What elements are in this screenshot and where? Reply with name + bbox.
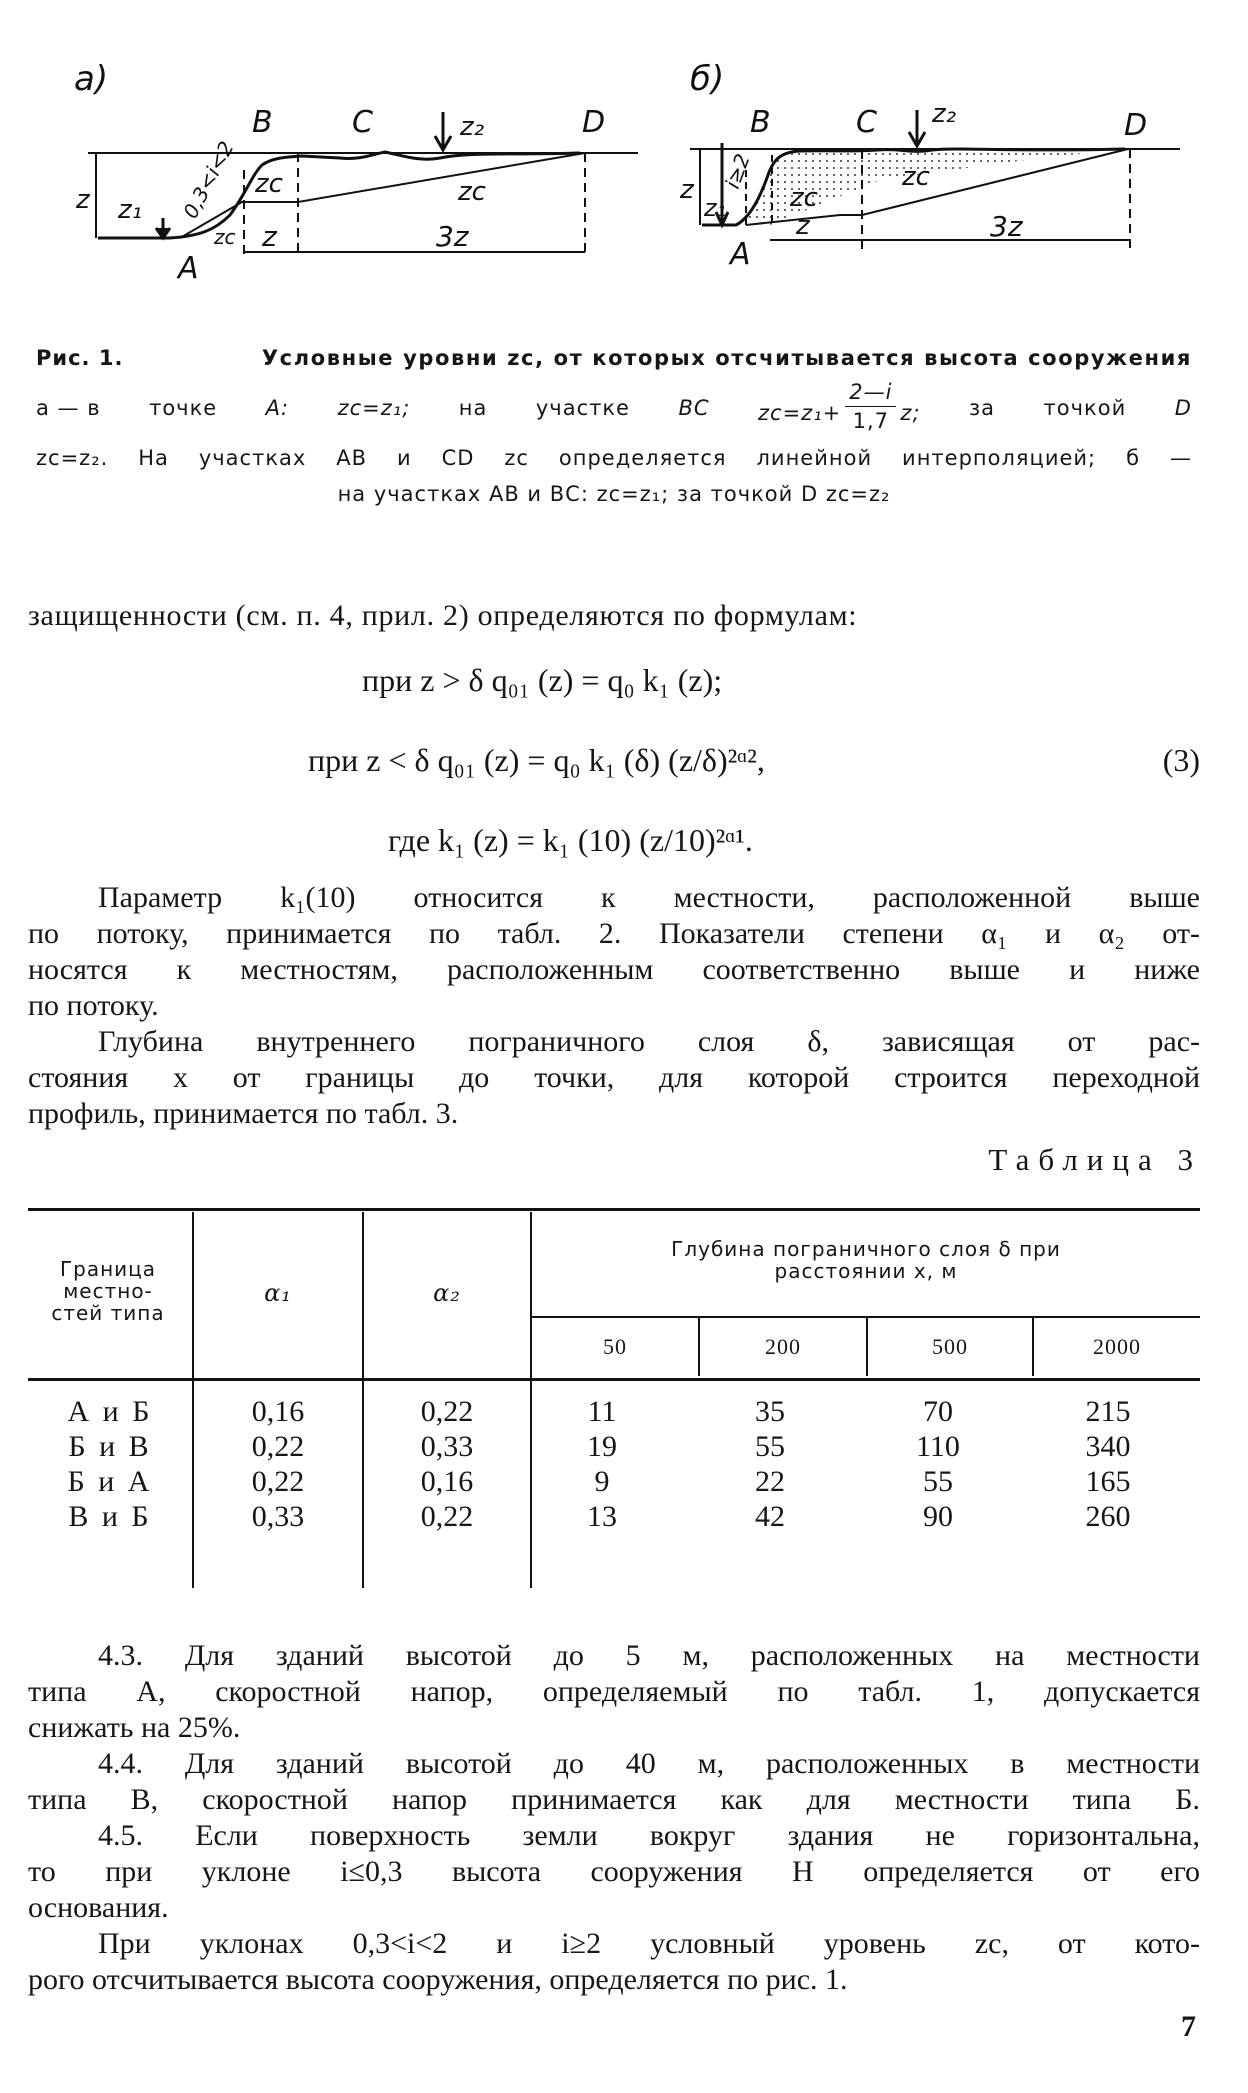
fig-a-slope: 0,3<i<2 — [178, 137, 239, 223]
caption-title: Условные уровни zc, от которых отсчитывается высота сооружения — [261, 346, 1192, 370]
formula-1: при z > δ q₀₁ (z) = q₀ k₁ (z); — [362, 662, 723, 698]
paragraph-line: снижать на 25%. — [28, 1711, 241, 1744]
table-cell-depth: 22 — [755, 1465, 785, 1498]
table-cell-depth: 110 — [916, 1430, 960, 1463]
table-cell-alpha: 0,22 — [251, 1430, 305, 1463]
paragraph-line: 4.3. Для зданий высотой до 5 м, расположенных на местности — [98, 1639, 1200, 1672]
paragraph-line: защищенности (см. п. 4, прил. 2) определяются по формулам: — [28, 599, 858, 632]
caption-fraction — [845, 378, 896, 435]
paragraph-line: то при уклоне i≤0,3 высота сооружения H определяется от его — [28, 1855, 1200, 1888]
paragraph-line: по потоку. — [28, 989, 159, 1022]
caption-prefix: Рис. 1. — [36, 346, 124, 370]
table-rule-top — [28, 1208, 1200, 1211]
table-cell-depth: 340 — [1085, 1430, 1131, 1463]
caption-word: а — в — [36, 396, 101, 420]
header-distance: 200 — [765, 1334, 801, 1359]
table-cell-depth: 215 — [1085, 1395, 1131, 1428]
fig-a-B: B — [252, 105, 273, 140]
header-text: расстоянии x, м — [774, 1259, 958, 1283]
fig-b-C: C — [856, 105, 877, 140]
paragraph-line: рого отсчитывается высота сооружения, определяется по рис. 1. — [28, 1963, 848, 1996]
caption-word: D — [1174, 396, 1192, 420]
fig-b-zc1: zc — [790, 183, 818, 213]
header-alpha1: α₁ — [264, 1279, 292, 1307]
header-boundary — [28, 1258, 188, 1324]
paragraph-line: Параметр k₁(10) относится к местности, расположенной выше — [98, 881, 1200, 914]
fig-b-z2: z₂ — [932, 99, 957, 129]
caption-word: участке — [535, 396, 630, 420]
caption-word: ВС — [678, 396, 710, 420]
header-text: стей типа — [51, 1301, 165, 1325]
fig-a-panel-label: a) — [74, 59, 109, 99]
fig-a-A: A — [178, 251, 199, 286]
fig-b-panel-label: б) — [690, 59, 725, 99]
table-cell-depth: 260 — [1085, 1500, 1131, 1533]
caption-word: точкой — [1043, 396, 1127, 420]
table-cell-boundary: Б и В — [68, 1430, 152, 1463]
paragraph-line: 4.5. Если поверхность земли вокруг здания не горизонтальна, — [98, 1819, 1200, 1852]
paragraph-line: профиль, принимается по табл. 3. — [28, 1097, 459, 1130]
table-cell-alpha: 0,22 — [420, 1395, 474, 1428]
caption-word: zc=z₁; — [337, 396, 411, 420]
caption-line-3: zc=z₂. На участках АВ и CD zc определяется линейной интерполяцией; б — — [36, 446, 1192, 470]
paragraph-line: по потоку, принимается по табл. 2. Показатели степени α₁ и α₂ от- — [28, 917, 1200, 950]
table-cell-alpha: 0,16 — [420, 1465, 474, 1498]
fig-a-z: z — [76, 185, 90, 215]
fig-b-D: D — [1124, 108, 1148, 143]
table-cell-boundary: Б и А — [67, 1465, 153, 1498]
fig-a-z1: z₁ — [118, 195, 143, 225]
header-depth-group — [532, 1238, 1200, 1282]
paragraph-line: типа В, скоростной напор принимается как для местности типа Б. — [28, 1783, 1200, 1816]
table-cell-alpha: 0,33 — [251, 1500, 305, 1533]
caption-word: за — [969, 396, 996, 420]
table-cell-depth: 55 — [923, 1465, 953, 1498]
fraction-denominator: 1,7 — [852, 409, 890, 433]
caption-line-1 — [36, 340, 1192, 376]
table-3 — [28, 1208, 1200, 1588]
fig-a-zc1: zc — [255, 169, 283, 199]
fig-b-B: B — [750, 105, 771, 140]
header-alpha2: α₂ — [433, 1279, 461, 1307]
fig-a-zc-small: zc — [214, 225, 236, 249]
header-text: Граница — [59, 1257, 157, 1281]
table-cell-depth: 35 — [755, 1395, 785, 1428]
caption-word: на — [458, 396, 488, 420]
fig-b-seg2: 3z — [990, 210, 1023, 243]
figure-a — [40, 40, 650, 290]
paragraph-line: типа А, скоростной напор, определяемый по табл. 1, допускается — [28, 1675, 1200, 1708]
figure-b-drawing — [650, 40, 1210, 290]
table-rule-head — [28, 1378, 1200, 1381]
fig-a-seg1: z — [262, 220, 277, 253]
fig-a-D: D — [582, 105, 606, 140]
table-cell-boundary: А и Б — [67, 1395, 153, 1428]
equation-number: (3) — [1162, 742, 1200, 778]
fig-b-slope: i≥2 — [720, 150, 755, 192]
table-cell-depth: 42 — [755, 1500, 785, 1533]
fraction-numerator: 2—i — [845, 378, 896, 407]
table-cell-depth: 165 — [1085, 1465, 1131, 1498]
paragraph-line: Глубина внутреннего пограничного слоя δ, зависящая от рас- — [98, 1025, 1200, 1058]
paragraph-line: основания. — [28, 1891, 169, 1924]
paragraph-line: 4.4. Для зданий высотой до 40 м, расположенных в местности — [98, 1747, 1200, 1780]
caption-line-2 — [36, 380, 1192, 435]
fig-a-z2: z₂ — [460, 112, 485, 142]
fig-b-zc2: zc — [902, 162, 930, 192]
figure-b — [650, 40, 1210, 290]
formula-3: где k₁ (z) = k₁ (10) (z/10)²ᵅ¹. — [388, 822, 753, 858]
fig-b-seg1: z — [796, 211, 810, 241]
paragraph-line: стояния x от границы до точки, для которой строится переходной — [28, 1061, 1200, 1094]
table-cell-alpha: 0,22 — [251, 1465, 305, 1498]
table-cell-alpha: 0,22 — [420, 1500, 474, 1533]
table-cell-depth: 55 — [755, 1430, 785, 1463]
table-cell-alpha: 0,33 — [420, 1430, 474, 1463]
table-cell-depth: 13 — [587, 1500, 617, 1533]
caption-word: zc=z₁+ — [758, 400, 842, 425]
table-cell-alpha: 0,16 — [251, 1395, 305, 1428]
header-distance: 500 — [932, 1334, 968, 1359]
paragraph-line: При уклонах 0,3<i<2 и i≥2 условный уровень zc, от кото- — [98, 1927, 1200, 1960]
fig-b-A: A — [730, 237, 751, 272]
paragraph-line: носятся к местностям, расположенным соответственно выше и ниже — [28, 953, 1200, 986]
table-cell-depth: 11 — [587, 1395, 617, 1428]
header-distance: 2000 — [1093, 1334, 1141, 1359]
page-number: 7 — [1181, 2010, 1196, 2043]
formula-2: при z < δ q₀₁ (z) = q₀ k₁ (δ) (z/δ)²ᵅ², — [308, 742, 765, 778]
header-distance: 50 — [603, 1334, 627, 1359]
caption-word: А: — [265, 396, 290, 420]
table-cell-boundary: В и Б — [68, 1500, 152, 1533]
table-cell-depth: 90 — [923, 1500, 953, 1533]
figure-a-drawing — [40, 40, 650, 290]
fig-a-zc2: zc — [458, 177, 486, 207]
table-rule-group — [530, 1316, 1200, 1318]
table-cell-depth: 19 — [587, 1430, 617, 1463]
table-cell-depth: 70 — [923, 1395, 953, 1428]
fig-a-seg2: 3z — [436, 220, 469, 253]
caption-line-4: на участках АВ и ВС: zc=z₁; за точкой D zc=z₂ — [337, 482, 891, 506]
fig-b-z: z — [680, 175, 694, 205]
header-text: местно- — [63, 1279, 153, 1303]
caption-word: точке — [149, 396, 218, 420]
caption-word: z; — [900, 400, 921, 425]
fig-b-z1: z₁ — [704, 194, 727, 222]
table-cell-depth: 9 — [594, 1465, 610, 1498]
fig-a-C: C — [352, 105, 373, 140]
table-title: Таблица 3 — [988, 1142, 1202, 1177]
header-text: Глубина пограничного слоя δ при — [671, 1237, 1061, 1261]
